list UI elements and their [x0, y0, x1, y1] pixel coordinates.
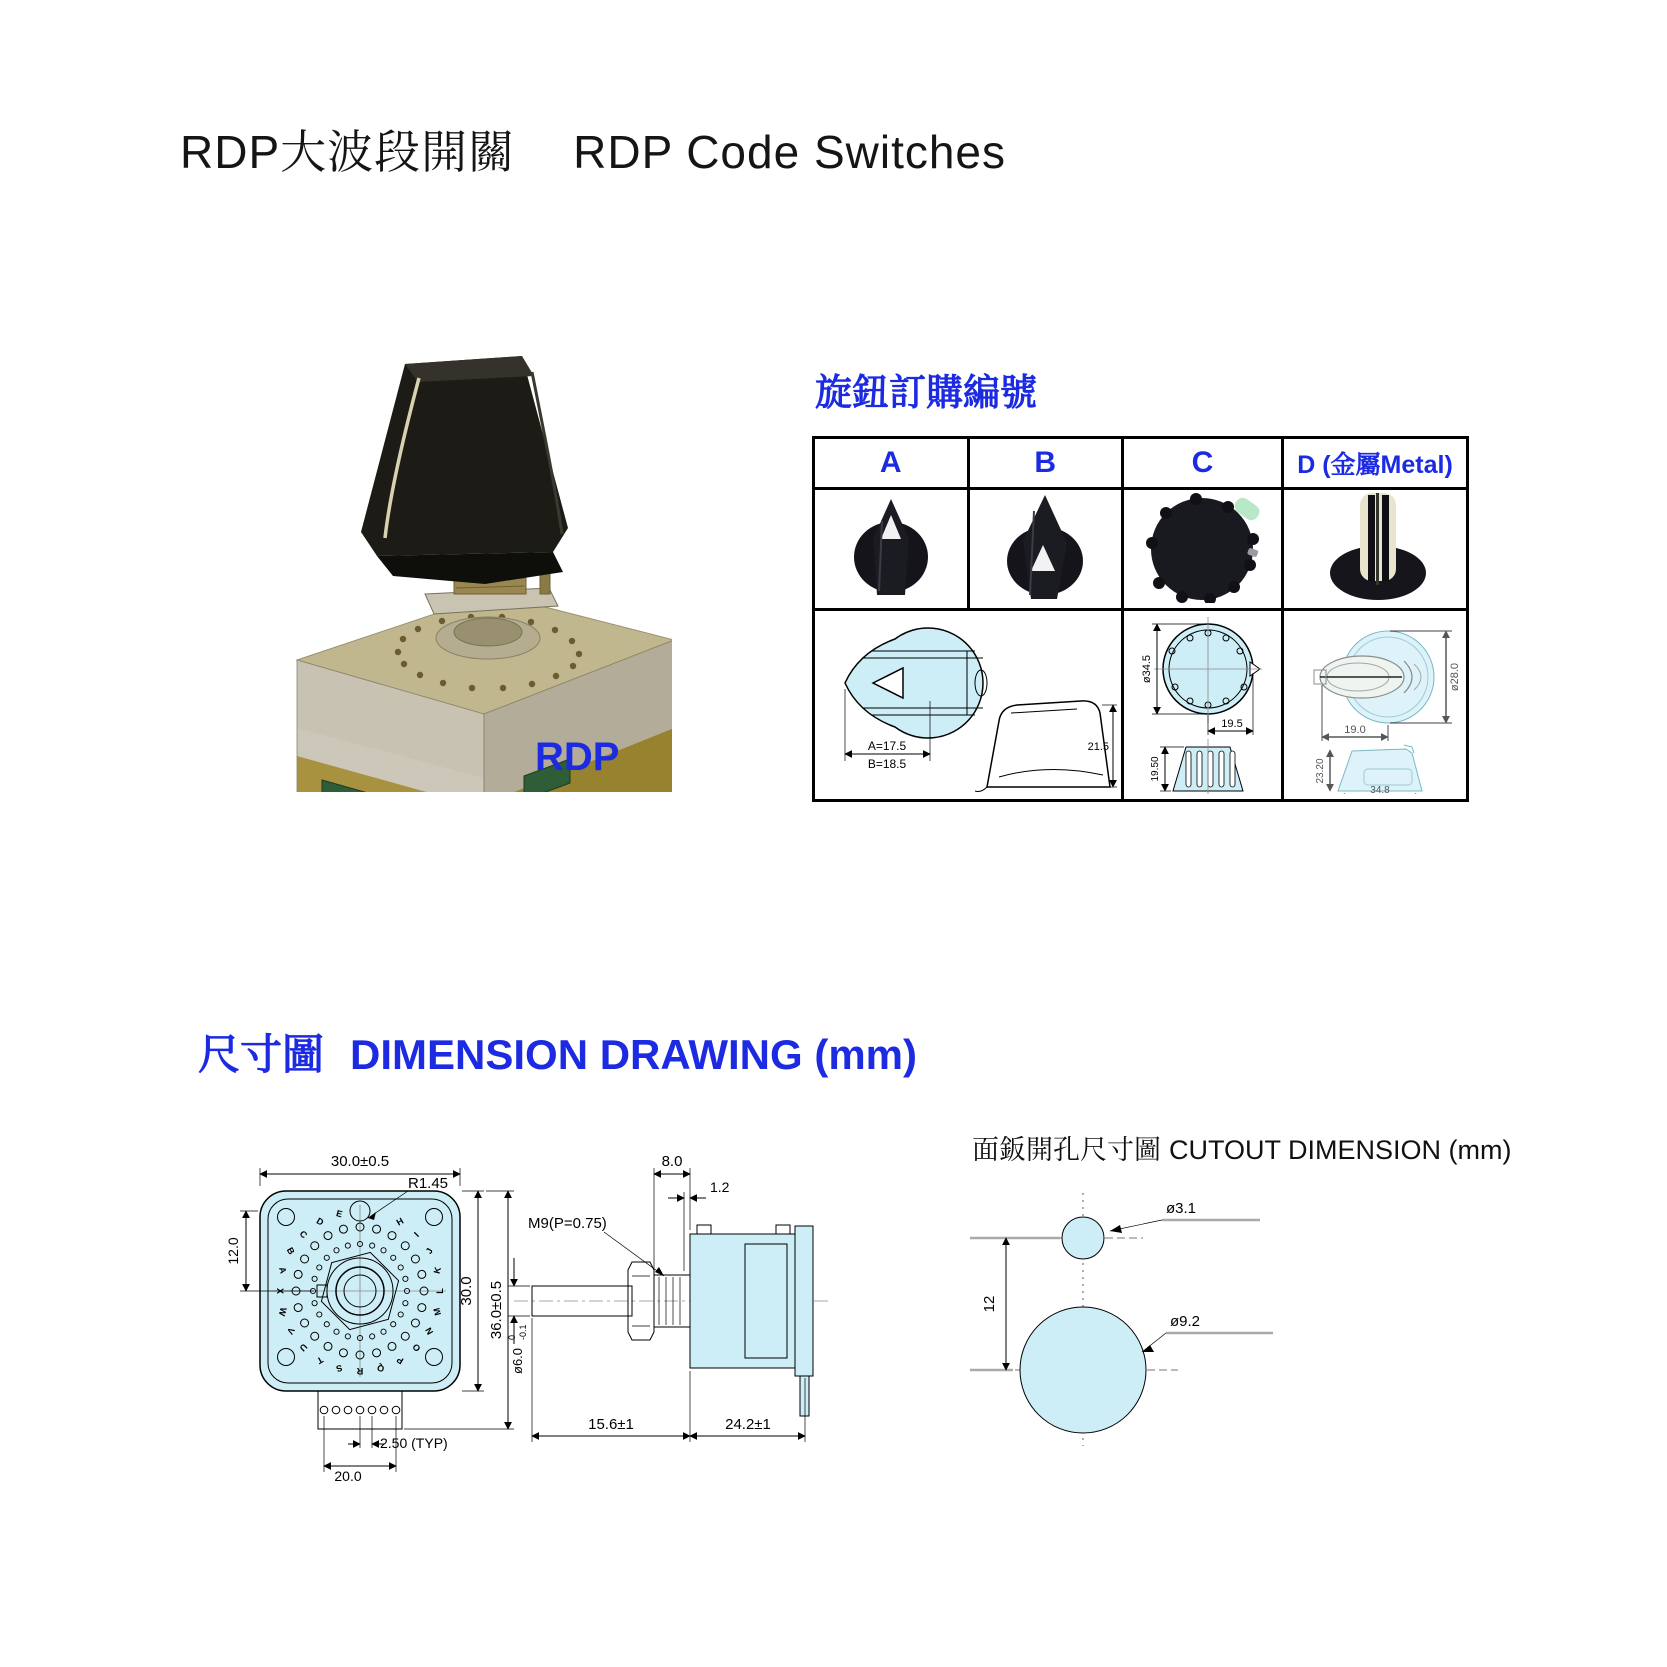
knob-photo-row: [814, 489, 1468, 610]
dim-side-thread: M9(P=0.75): [528, 1215, 607, 1232]
svg-text:N: N: [423, 1325, 436, 1337]
svg-text:D: D: [314, 1215, 326, 1228]
pin-row: [320, 1406, 400, 1414]
knob-photo-a: [819, 491, 963, 603]
svg-text:S: S: [335, 1362, 344, 1374]
knob-photo-c: [1126, 491, 1280, 603]
dim-ab-b: B=18.5: [867, 757, 907, 771]
svg-text:C: C: [297, 1228, 310, 1241]
svg-text:R: R: [356, 1366, 364, 1376]
svg-text:W: W: [276, 1306, 289, 1318]
knob-photo-c-cell: [1123, 489, 1283, 610]
svg-text:P: P: [394, 1354, 406, 1367]
dim-front-height-overall: 36.0±0.5: [488, 1280, 505, 1340]
dim-ab-height: 21.5: [1087, 741, 1109, 753]
cutout-drawing: [928, 1168, 1398, 1463]
column-header-a: A: [814, 438, 969, 489]
knob-table-title: 旋鈕訂購編號: [815, 372, 1037, 413]
knob-photo-d-cell: [1283, 489, 1468, 610]
knob-drawing-c-cell: [1123, 610, 1283, 801]
page-title-zh: RDP大波段開關: [180, 126, 516, 178]
page-title: [180, 116, 1006, 182]
product-label: RDP: [535, 735, 620, 779]
knob-table-header-row: [814, 438, 1468, 489]
dim-side-front-length: 15.6±1: [588, 1416, 634, 1433]
dim-c-width: 19.5: [1220, 718, 1243, 730]
knob-drawing-ab: [815, 611, 1121, 794]
dim-front-span: 20.0: [334, 1468, 362, 1484]
knob-photo-a-cell: [814, 489, 969, 610]
dim-front-pitch: 2.50 (TYP): [380, 1435, 448, 1451]
dim-side-body-length: 24.2±1: [725, 1416, 771, 1433]
svg-text:U: U: [297, 1341, 310, 1354]
dim-side-shaft-dia: ø6.0: [510, 1347, 525, 1374]
cutout-heading-zh: 面鈑開孔尺寸圖: [972, 1135, 1161, 1165]
side-view-drawing: [492, 1126, 840, 1474]
dim-side-shaft-dia-group: [507, 1324, 528, 1374]
knob-photo-b-cell: [968, 489, 1123, 610]
dimension-heading-en: DIMENSION DRAWING (mm): [350, 1031, 918, 1078]
svg-text:O: O: [410, 1341, 423, 1354]
cutout-heading-en: CUTOUT DIMENSION (mm): [1169, 1135, 1512, 1165]
dimension-section-heading: [198, 1022, 917, 1082]
dim-side-bushing: 8.0: [661, 1153, 683, 1170]
dim-d-width: 19.0: [1343, 724, 1366, 736]
dim-c-diameter: ø34.5: [1140, 654, 1153, 684]
svg-text:M: M: [431, 1306, 444, 1317]
dim-cutout-distance: 12: [981, 1295, 998, 1313]
dim-cutout-large: ø9.2: [1170, 1313, 1201, 1330]
dim-side-tip: 1.2: [710, 1179, 730, 1195]
knob: [361, 356, 568, 584]
dim-c-height: 19.50: [1149, 756, 1161, 782]
dim-front-radius: R1.45: [407, 1175, 449, 1192]
svg-text:E: E: [335, 1208, 344, 1220]
knob-drawing-c: [1126, 611, 1280, 794]
svg-text:Q: Q: [376, 1362, 386, 1375]
dim-d-diameter: ø28.0: [1448, 662, 1461, 692]
cutout-heading: [972, 1128, 1511, 1167]
knob-photo-b: [973, 491, 1117, 603]
dim-cutout-small: ø3.1: [1166, 1200, 1197, 1217]
front-view-drawing: [222, 1126, 532, 1484]
knob-order-table: [812, 436, 1469, 802]
column-header-c: C: [1123, 438, 1283, 489]
svg-text:I: I: [412, 1230, 421, 1239]
column-header-d: D (金屬Metal): [1283, 438, 1468, 489]
page-title-en: RDP Code Switches: [573, 126, 1007, 178]
dim-side-tol-lower: -0.1: [518, 1324, 528, 1340]
dim-front-width: 30.0±0.5: [330, 1153, 390, 1170]
svg-text:T: T: [315, 1354, 325, 1366]
svg-text:A: A: [277, 1265, 289, 1275]
dimension-heading-zh: 尺寸圖: [198, 1031, 325, 1078]
svg-text:X: X: [275, 1287, 285, 1295]
dim-front-height-inner: 30.0: [458, 1276, 475, 1306]
dim-ab-a: A=17.5: [867, 739, 907, 753]
switch-body-illustration: [257, 356, 672, 792]
svg-text:L: L: [435, 1288, 445, 1294]
knob-drawing-d: [1286, 611, 1465, 794]
svg-text:V: V: [284, 1325, 297, 1337]
svg-text:H: H: [394, 1215, 406, 1228]
dim-front-offset: 12.0: [225, 1237, 241, 1265]
svg-text:B: B: [284, 1245, 297, 1257]
product-photo: [222, 342, 672, 792]
knob-drawing-d-cell: [1283, 610, 1468, 801]
knob-drawing-row: [814, 610, 1468, 801]
svg-text:J: J: [423, 1246, 435, 1256]
column-header-b: B: [968, 438, 1123, 489]
dim-side-tol-upper: 0: [507, 1334, 517, 1340]
svg-text:K: K: [431, 1265, 443, 1275]
dim-d-height: 23.20: [1314, 758, 1326, 784]
dim-d-base: 34.8: [1369, 785, 1390, 794]
knob-photo-d: [1286, 491, 1465, 603]
knob-drawing-ab-cell: [814, 610, 1123, 801]
